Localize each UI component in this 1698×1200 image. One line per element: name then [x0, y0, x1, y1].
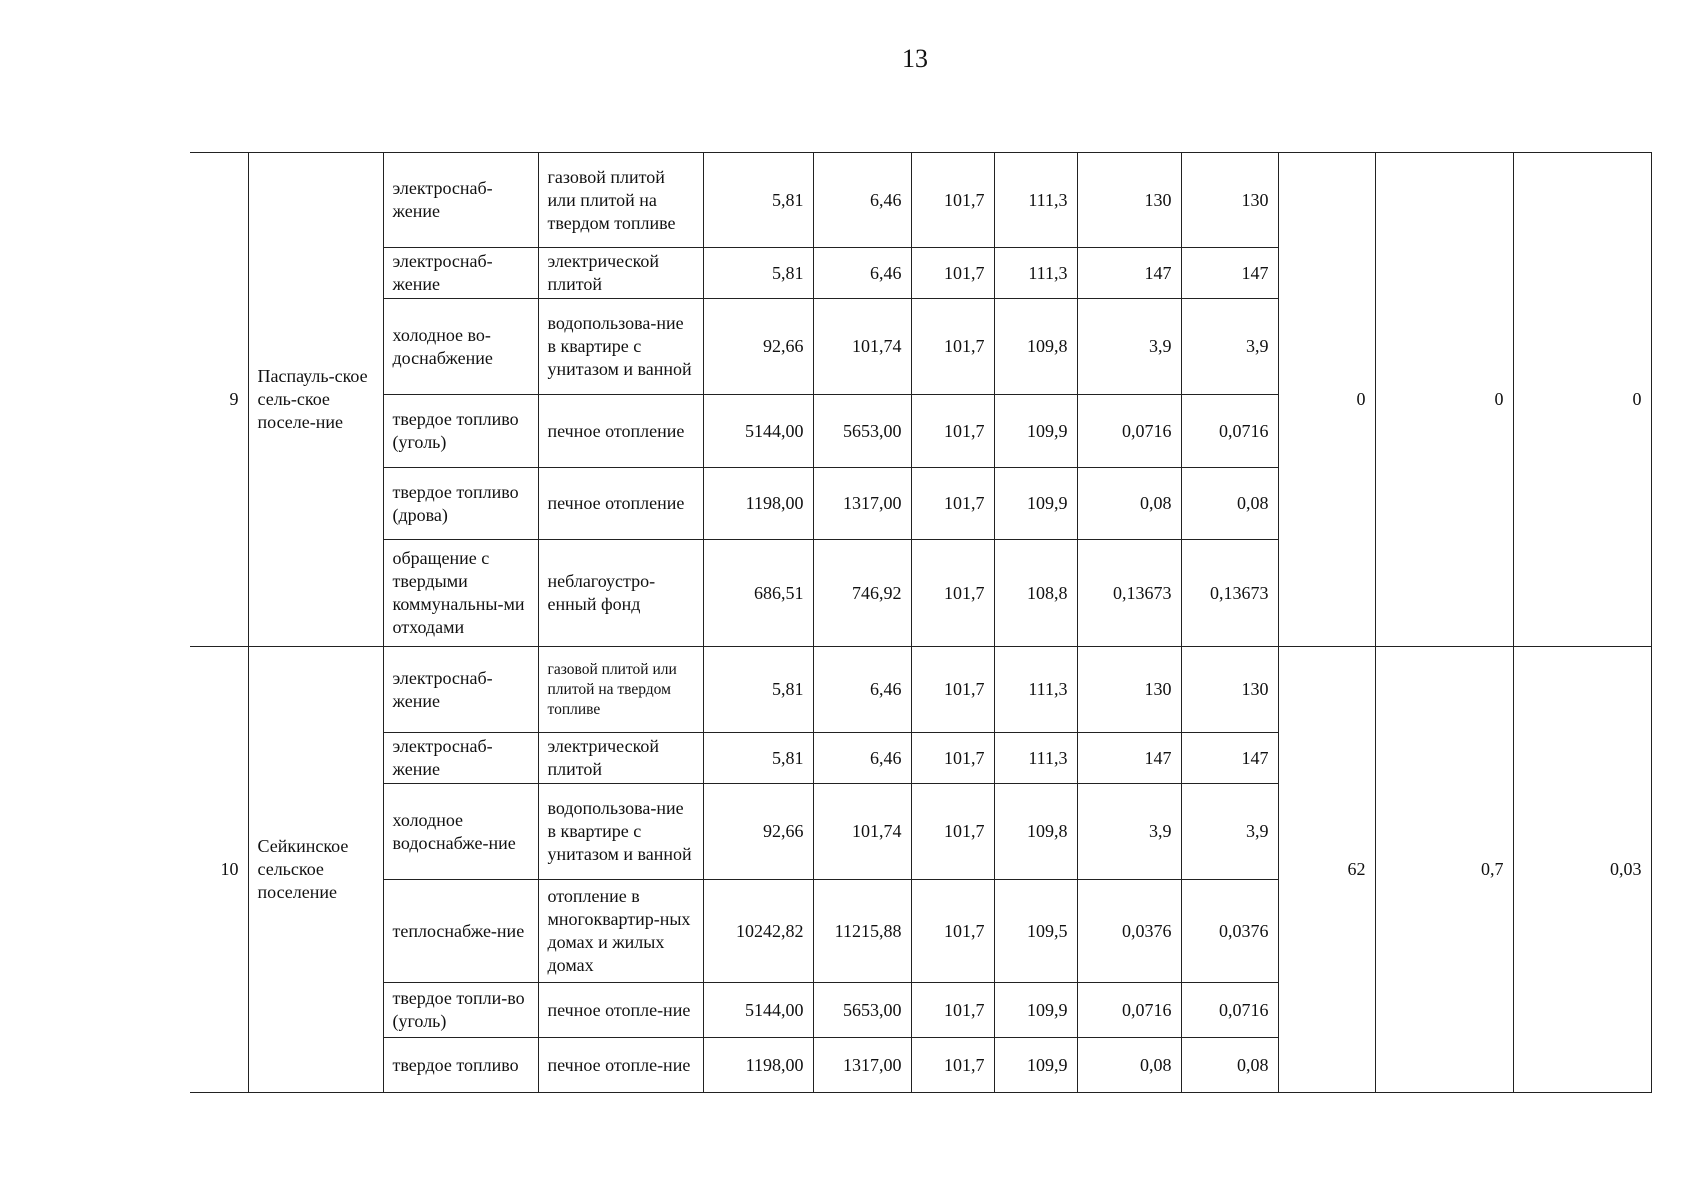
tariff-table: [190, 152, 1652, 1093]
extra-value-3: 0,03: [1513, 647, 1651, 1093]
norm-value-1: 0,13673: [1077, 540, 1181, 647]
index-value-1: 101,7: [911, 647, 994, 733]
extra-value-3: 0: [1513, 153, 1651, 647]
norm-value-1: 147: [1077, 248, 1181, 299]
tariff-value-1: 92,66: [703, 299, 813, 395]
index-value-2: 111,3: [994, 647, 1077, 733]
service-name: электроснаб-жение: [383, 248, 538, 299]
tariff-value-1: 686,51: [703, 540, 813, 647]
condition: отопление в многоквартир-ных домах и жилых домах: [538, 880, 703, 983]
condition: водопользова-ние в квартире с унитазом и ванной: [538, 784, 703, 880]
index-value-2: 111,3: [994, 733, 1077, 784]
service-name: электроснаб-жение: [383, 733, 538, 784]
tariff-value-1: 5,81: [703, 733, 813, 784]
index-value-2: 109,9: [994, 468, 1077, 540]
tariff-value-2: 1317,00: [813, 468, 911, 540]
extra-value-2: 0: [1375, 153, 1513, 647]
settlement-name: Паспауль-ское сель-ское поселе-ние: [248, 153, 383, 647]
tariff-value-1: 5144,00: [703, 983, 813, 1038]
tariff-value-1: 92,66: [703, 784, 813, 880]
index-value-2: 111,3: [994, 248, 1077, 299]
tariff-value-1: 10242,82: [703, 880, 813, 983]
norm-value-1: 0,08: [1077, 1038, 1181, 1093]
service-name: холодное водоснабже-ние: [383, 784, 538, 880]
extra-value-1: 62: [1278, 647, 1375, 1093]
tariff-value-2: 1317,00: [813, 1038, 911, 1093]
condition: газовой плитой или плитой на твердом топливе: [538, 153, 703, 248]
norm-value-2: 0,08: [1181, 468, 1278, 540]
index-value-2: 108,8: [994, 540, 1077, 647]
index-value-1: 101,7: [911, 540, 994, 647]
tariff-value-1: 1198,00: [703, 1038, 813, 1093]
service-name: твердое топливо (дрова): [383, 468, 538, 540]
tariff-value-2: 5653,00: [813, 395, 911, 468]
index-value-1: 101,7: [911, 1038, 994, 1093]
tariff-value-2: 6,46: [813, 248, 911, 299]
tariff-value-2: 746,92: [813, 540, 911, 647]
service-name: твердое топли-во (уголь): [383, 983, 538, 1038]
tariff-value-1: 5,81: [703, 248, 813, 299]
norm-value-1: 0,0716: [1077, 983, 1181, 1038]
service-name: теплоснабже-ние: [383, 880, 538, 983]
page-number: 13: [902, 44, 928, 73]
norm-value-2: 0,0716: [1181, 395, 1278, 468]
norm-value-1: 3,9: [1077, 299, 1181, 395]
index-value-1: 101,7: [911, 983, 994, 1038]
extra-value-1: 0: [1278, 153, 1375, 647]
norm-value-2: 3,9: [1181, 784, 1278, 880]
norm-value-2: 0,0716: [1181, 983, 1278, 1038]
norm-value-2: 0,0376: [1181, 880, 1278, 983]
norm-value-2: 130: [1181, 647, 1278, 733]
service-name: электроснаб-жение: [383, 153, 538, 248]
settlement-name: Сейкинское сельское поселение: [248, 647, 383, 1093]
service-name: обращение с твердыми коммунальны-ми отходами: [383, 540, 538, 647]
index-value-2: 111,3: [994, 153, 1077, 248]
row-number: 10: [190, 647, 248, 1093]
norm-value-1: 147: [1077, 733, 1181, 784]
extra-value-2: 0,7: [1375, 647, 1513, 1093]
norm-value-1: 130: [1077, 153, 1181, 248]
table-row: [190, 647, 1651, 733]
tariff-value-2: 6,46: [813, 733, 911, 784]
condition: электрической плитой: [538, 733, 703, 784]
index-value-1: 101,7: [911, 733, 994, 784]
index-value-2: 109,8: [994, 784, 1077, 880]
condition: печное отопле-ние: [538, 1038, 703, 1093]
index-value-2: 109,9: [994, 395, 1077, 468]
service-name: твердое топливо: [383, 1038, 538, 1093]
index-value-2: 109,9: [994, 1038, 1077, 1093]
condition: печное отопление: [538, 395, 703, 468]
tariff-value-2: 101,74: [813, 784, 911, 880]
service-name: холодное во-доснабжение: [383, 299, 538, 395]
index-value-1: 101,7: [911, 468, 994, 540]
index-value-2: 109,8: [994, 299, 1077, 395]
tariff-value-2: 6,46: [813, 647, 911, 733]
tariff-value-1: 1198,00: [703, 468, 813, 540]
index-value-1: 101,7: [911, 395, 994, 468]
condition: печное отопле-ние: [538, 983, 703, 1038]
norm-value-2: 3,9: [1181, 299, 1278, 395]
tariff-value-1: 5144,00: [703, 395, 813, 468]
index-value-1: 101,7: [911, 153, 994, 248]
norm-value-1: 3,9: [1077, 784, 1181, 880]
index-value-1: 101,7: [911, 784, 994, 880]
norm-value-2: 0,08: [1181, 1038, 1278, 1093]
norm-value-1: 0,0376: [1077, 880, 1181, 983]
tariff-value-2: 5653,00: [813, 983, 911, 1038]
tariff-value-2: 6,46: [813, 153, 911, 248]
norm-value-1: 130: [1077, 647, 1181, 733]
condition: газовой плитой или плитой на твердом топливе: [538, 647, 703, 733]
table-row: [190, 153, 1651, 248]
norm-value-2: 0,13673: [1181, 540, 1278, 647]
service-name: электроснаб-жение: [383, 647, 538, 733]
condition: неблагоустро-енный фонд: [538, 540, 703, 647]
tariff-value-2: 101,74: [813, 299, 911, 395]
norm-value-1: 0,08: [1077, 468, 1181, 540]
index-value-1: 101,7: [911, 299, 994, 395]
tariff-value-2: 11215,88: [813, 880, 911, 983]
norm-value-1: 0,0716: [1077, 395, 1181, 468]
tariff-value-1: 5,81: [703, 153, 813, 248]
index-value-2: 109,5: [994, 880, 1077, 983]
condition: водопользова-ние в квартире с унитазом и ванной: [538, 299, 703, 395]
index-value-1: 101,7: [911, 880, 994, 983]
norm-value-2: 147: [1181, 733, 1278, 784]
index-value-1: 101,7: [911, 248, 994, 299]
row-number: 9: [190, 153, 248, 647]
condition: печное отопление: [538, 468, 703, 540]
service-name: твердое топливо (уголь): [383, 395, 538, 468]
norm-value-2: 147: [1181, 248, 1278, 299]
condition: электрической плитой: [538, 248, 703, 299]
index-value-2: 109,9: [994, 983, 1077, 1038]
norm-value-2: 130: [1181, 153, 1278, 248]
tariff-value-1: 5,81: [703, 647, 813, 733]
